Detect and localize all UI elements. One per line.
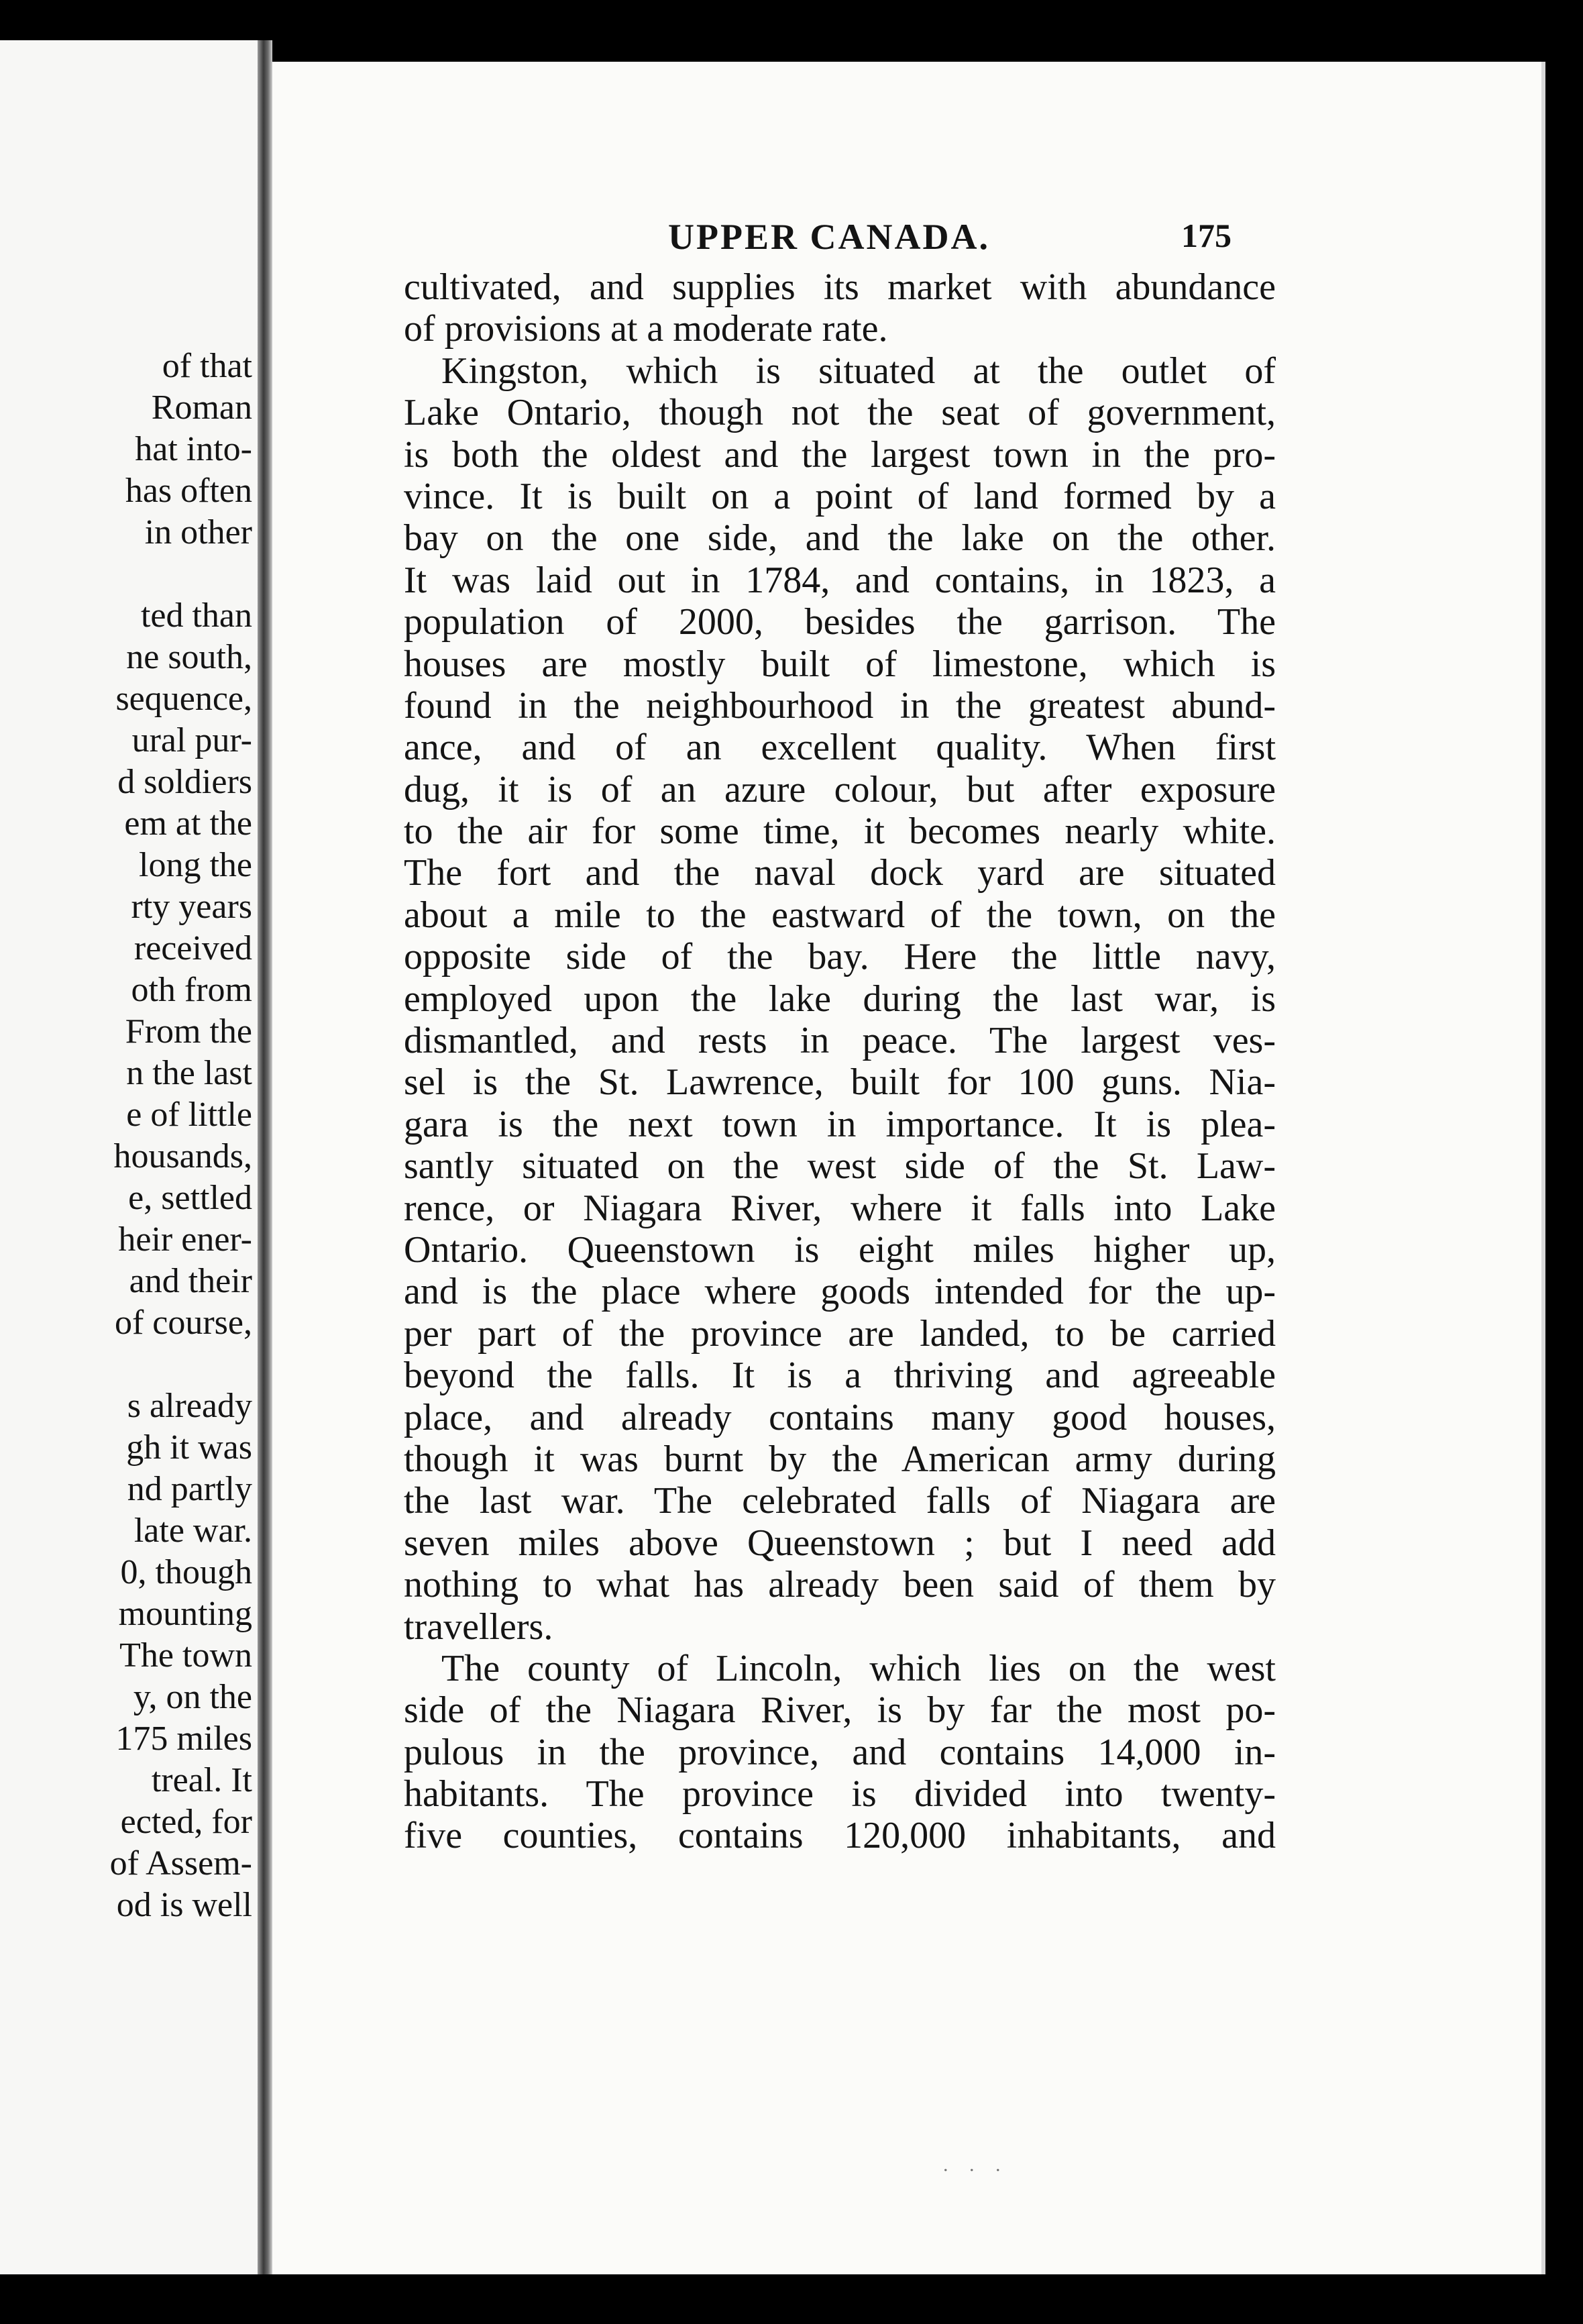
text-line: habitants. The province is divided into twenty- — [404, 1773, 1276, 1815]
text-line: side of the Niagara River, is by far the most po- — [404, 1689, 1276, 1732]
left-line: sequence, — [115, 680, 252, 718]
text-line: Kingston, which is situated at the outlet of — [441, 350, 1276, 392]
text-line: It was laid out in 1784, and contains, in 1823, a — [404, 559, 1276, 601]
text-line: The fort and the naval dock yard are situated — [404, 852, 1276, 894]
left-line: e, settled — [128, 1179, 252, 1217]
left-line: ected, for — [120, 1803, 252, 1841]
left-line: n the last — [126, 1054, 252, 1092]
text-line: population of 2000, besides the garrison. The — [404, 601, 1276, 643]
left-line: of course, — [114, 1304, 252, 1342]
text-line: travellers. — [404, 1605, 553, 1648]
text-line: dismantled, and rests in peace. The largest ves- — [404, 1020, 1276, 1062]
left-facing-page — [0, 40, 258, 2274]
running-head — [272, 216, 1541, 263]
text-line: pulous in the province, and contains 14,000 in- — [404, 1731, 1276, 1773]
left-line: rty years — [131, 888, 252, 926]
text-line: place, and already contains many good houses, — [404, 1396, 1276, 1438]
text-line: dug, it is of an azure colour, but after exposure — [404, 768, 1276, 810]
text-line: five counties, contains 120,000 inhabitants, and — [404, 1815, 1276, 1857]
left-line: long the — [139, 846, 252, 884]
text-line: of provisions at a moderate rate. — [404, 308, 888, 350]
left-line: From the — [125, 1012, 252, 1051]
text-line: sel is the St. Lawrence, built for 100 guns. Nia- — [404, 1061, 1276, 1104]
left-line-gap — [0, 1344, 252, 1385]
text-line: is both the oldest and the largest town in the pro- — [404, 433, 1276, 476]
text-line: Lake Ontario, though not the seat of government, — [404, 392, 1276, 434]
left-line: em at the — [124, 804, 252, 843]
text-line: houses are mostly built of limestone, which is — [404, 643, 1276, 685]
left-line: ne south, — [126, 638, 252, 676]
left-line: ted than — [140, 596, 252, 635]
text-line: Ontario. Queenstown is eight miles higher up, — [404, 1228, 1276, 1271]
text-line: found in the neighbourhood in the greatest abund- — [404, 684, 1276, 727]
body-text — [404, 266, 1276, 1857]
text-line: about a mile to the eastward of the town, on the — [404, 894, 1276, 936]
left-line: hat into- — [135, 430, 252, 468]
page-number: 175 — [1181, 217, 1232, 254]
left-line: and their — [129, 1262, 252, 1300]
text-line: and is the place where goods intended for the up- — [404, 1271, 1276, 1313]
left-line: y, on the — [133, 1678, 252, 1716]
text-line: The county of Lincoln, which lies on the west — [441, 1647, 1276, 1689]
text-line: bay on the one side, and the lake on the other. — [404, 517, 1276, 560]
text-line: beyond the falls. It is a thriving and agreeable — [404, 1355, 1276, 1397]
left-line-gap — [0, 553, 252, 595]
left-line: nd partly — [127, 1470, 252, 1508]
text-line: opposite side of the bay. Here the little navy, — [404, 936, 1276, 978]
text-line: santly situated on the west side of the St. Law- — [404, 1145, 1276, 1187]
left-line: 175 miles — [115, 1720, 252, 1758]
text-line: vince. It is built on a point of land formed by a — [404, 475, 1276, 517]
left-line: housands, — [113, 1137, 252, 1175]
running-head-title: UPPER CANADA. — [668, 217, 990, 257]
text-line: though it was burnt by the American army during — [404, 1438, 1276, 1480]
left-line: treal. It — [151, 1761, 252, 1799]
text-line: gara is the next town in importance. It is plea- — [404, 1103, 1276, 1145]
left-line: in other — [144, 513, 252, 551]
left-line: mounting — [118, 1595, 252, 1633]
text-line: to the air for some time, it becomes nearly white. — [404, 810, 1276, 853]
left-line: e of little — [126, 1096, 252, 1134]
left-line: ural pur- — [131, 721, 252, 759]
text-line: seven miles above Queenstown ; but I need add — [404, 1522, 1276, 1564]
left-line: 0, though — [120, 1553, 252, 1591]
left-line: gh it was — [126, 1428, 252, 1467]
left-line: The town — [119, 1636, 252, 1675]
left-line: Roman — [151, 388, 252, 427]
right-page — [272, 62, 1545, 2274]
left-line: oth from — [131, 971, 252, 1009]
left-line: of that — [162, 347, 252, 385]
text-line: per part of the province are landed, to be carried — [404, 1312, 1276, 1355]
left-line: d soldiers — [117, 763, 252, 801]
text-line: nothing to what has already been said of them by — [404, 1564, 1276, 1606]
book-gutter — [258, 40, 272, 2274]
left-line: late war. — [133, 1512, 252, 1550]
left-line: od is well — [116, 1886, 252, 1924]
left-line: of Assem- — [109, 1844, 252, 1883]
text-line: the last war. The celebrated falls of Niagara are — [404, 1480, 1276, 1522]
left-line: has often — [125, 472, 252, 510]
text-line: employed upon the lake during the last war, is — [404, 978, 1276, 1020]
left-line: heir ener- — [118, 1220, 252, 1259]
left-line: s already — [127, 1387, 252, 1425]
text-line: rence, or Niagara River, where it falls into Lake — [404, 1187, 1276, 1229]
left-line: received — [133, 929, 252, 967]
left-page-text — [0, 346, 252, 1926]
text-line: cultivated, and supplies its market with abundance — [404, 266, 1276, 308]
text-line: ance, and of an excellent quality. When first — [404, 727, 1276, 769]
printing-specks: . . . — [943, 2154, 1009, 2176]
